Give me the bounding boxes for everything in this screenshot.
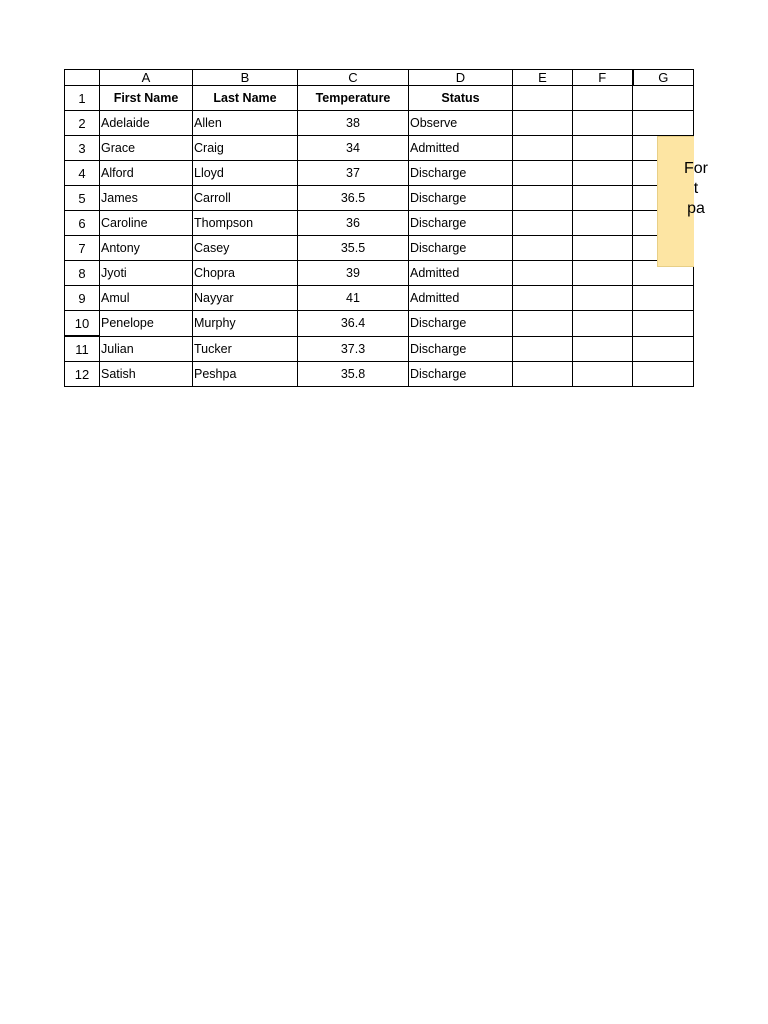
cell-status[interactable]: Discharge (409, 211, 513, 236)
cell-empty[interactable] (573, 286, 633, 311)
cell-first-name[interactable]: Julian (100, 336, 193, 362)
cell-empty[interactable] (513, 136, 573, 161)
spreadsheet-grid (64, 69, 694, 387)
table-row (65, 362, 694, 387)
cell-empty[interactable] (573, 336, 633, 362)
comment-note[interactable] (657, 136, 708, 267)
header-status[interactable]: Status (409, 86, 513, 111)
cell-last-name[interactable]: Allen (193, 111, 298, 136)
cell-last-name[interactable]: Casey (193, 236, 298, 261)
cell-empty[interactable] (573, 236, 633, 261)
cell-first-name[interactable]: Penelope (100, 311, 193, 337)
cell-empty[interactable] (513, 311, 573, 337)
cell-f1[interactable] (573, 86, 633, 111)
cell-last-name[interactable]: Craig (193, 136, 298, 161)
cell-status[interactable]: Observe (409, 111, 513, 136)
cell-temperature[interactable]: 37 (298, 161, 409, 186)
cell-first-name[interactable]: Grace (100, 136, 193, 161)
row-number[interactable]: 4 (65, 161, 100, 186)
cell-temperature[interactable]: 39 (298, 261, 409, 286)
cell-empty[interactable] (513, 261, 573, 286)
cell-empty[interactable] (513, 286, 573, 311)
table-row (65, 311, 694, 337)
header-first-name[interactable]: First Name (100, 86, 193, 111)
cell-temperature[interactable]: 36 (298, 211, 409, 236)
cell-last-name[interactable]: Murphy (193, 311, 298, 337)
cell-last-name[interactable]: Chopra (193, 261, 298, 286)
row-number[interactable]: 8 (65, 261, 100, 286)
table-row (65, 161, 694, 186)
header-temperature[interactable]: Temperature (298, 86, 409, 111)
cell-status[interactable]: Discharge (409, 161, 513, 186)
cell-first-name[interactable]: Adelaide (100, 111, 193, 136)
cell-e1[interactable] (513, 86, 573, 111)
cell-empty[interactable] (633, 286, 694, 311)
row-number[interactable]: 6 (65, 211, 100, 236)
cell-empty[interactable] (513, 161, 573, 186)
cell-last-name[interactable]: Nayyar (193, 286, 298, 311)
cell-first-name[interactable]: Jyoti (100, 261, 193, 286)
cell-status[interactable]: Discharge (409, 311, 513, 337)
row-number[interactable]: 11 (65, 336, 100, 362)
table-row (65, 136, 694, 161)
row-number[interactable]: 1 (65, 86, 100, 111)
cell-empty[interactable] (513, 362, 573, 387)
cell-g1[interactable] (633, 86, 694, 111)
cell-status[interactable]: Admitted (409, 286, 513, 311)
cell-last-name[interactable]: Carroll (193, 186, 298, 211)
row-number[interactable]: 9 (65, 286, 100, 311)
cell-status[interactable]: Admitted (409, 136, 513, 161)
cell-last-name[interactable]: Peshpa (193, 362, 298, 387)
column-header-a[interactable]: A (100, 70, 193, 86)
header-last-name[interactable]: Last Name (193, 86, 298, 111)
cell-empty[interactable] (633, 111, 694, 136)
cell-first-name[interactable]: Antony (100, 236, 193, 261)
row-number[interactable]: 5 (65, 186, 100, 211)
cell-first-name[interactable]: Amul (100, 286, 193, 311)
cell-empty[interactable] (513, 211, 573, 236)
cell-last-name[interactable]: Lloyd (193, 161, 298, 186)
cell-temperature[interactable]: 36.5 (298, 186, 409, 211)
row-number[interactable]: 3 (65, 136, 100, 161)
row-number[interactable]: 7 (65, 236, 100, 261)
comment-note-text: For t pa (684, 160, 708, 217)
cell-last-name[interactable]: Thompson (193, 211, 298, 236)
cell-temperature[interactable]: 35.5 (298, 236, 409, 261)
cell-first-name[interactable]: Alford (100, 161, 193, 186)
cell-empty[interactable] (573, 311, 633, 337)
cell-empty[interactable] (573, 261, 633, 286)
cell-empty[interactable] (633, 311, 694, 337)
table-row (65, 186, 694, 211)
cell-empty[interactable] (633, 336, 694, 362)
table-row (65, 86, 694, 111)
cell-empty[interactable] (573, 136, 633, 161)
cell-status[interactable]: Discharge (409, 336, 513, 362)
table-row (65, 211, 694, 236)
cell-temperature[interactable]: 38 (298, 111, 409, 136)
cell-status[interactable]: Admitted (409, 261, 513, 286)
cell-temperature[interactable]: 34 (298, 136, 409, 161)
cell-first-name[interactable]: Satish (100, 362, 193, 387)
cell-empty[interactable] (573, 362, 633, 387)
column-header-row (65, 70, 694, 86)
table-row (65, 286, 694, 311)
table-row (65, 111, 694, 136)
column-header-g[interactable]: G (633, 70, 694, 86)
cell-temperature[interactable]: 36.4 (298, 311, 409, 337)
cell-last-name[interactable]: Tucker (193, 336, 298, 362)
cell-status[interactable]: Discharge (409, 236, 513, 261)
column-header-f[interactable]: F (573, 70, 633, 86)
column-header-d[interactable]: D (409, 70, 513, 86)
column-header-c[interactable]: C (298, 70, 409, 86)
cell-temperature[interactable]: 37.3 (298, 336, 409, 362)
cell-empty[interactable] (573, 161, 633, 186)
table-row (65, 261, 694, 286)
table-row (65, 236, 694, 261)
cell-temperature[interactable]: 41 (298, 286, 409, 311)
cell-empty[interactable] (573, 186, 633, 211)
row-number[interactable]: 2 (65, 111, 100, 136)
column-header-b[interactable]: B (193, 70, 298, 86)
row-number[interactable]: 10 (65, 311, 100, 337)
column-header-e[interactable]: E (513, 70, 573, 86)
cell-empty[interactable] (513, 236, 573, 261)
cell-status[interactable]: Discharge (409, 362, 513, 387)
cell-temperature[interactable]: 35.8 (298, 362, 409, 387)
cell-empty[interactable] (513, 336, 573, 362)
cell-empty[interactable] (573, 111, 633, 136)
select-all-corner[interactable] (65, 70, 100, 86)
cell-empty[interactable] (573, 211, 633, 236)
cell-status[interactable]: Discharge (409, 186, 513, 211)
cell-empty[interactable] (513, 186, 573, 211)
table-row (65, 336, 694, 362)
cell-empty[interactable] (633, 362, 694, 387)
cell-first-name[interactable]: Caroline (100, 211, 193, 236)
cell-empty[interactable] (513, 111, 573, 136)
row-number[interactable]: 12 (65, 362, 100, 387)
cell-first-name[interactable]: James (100, 186, 193, 211)
